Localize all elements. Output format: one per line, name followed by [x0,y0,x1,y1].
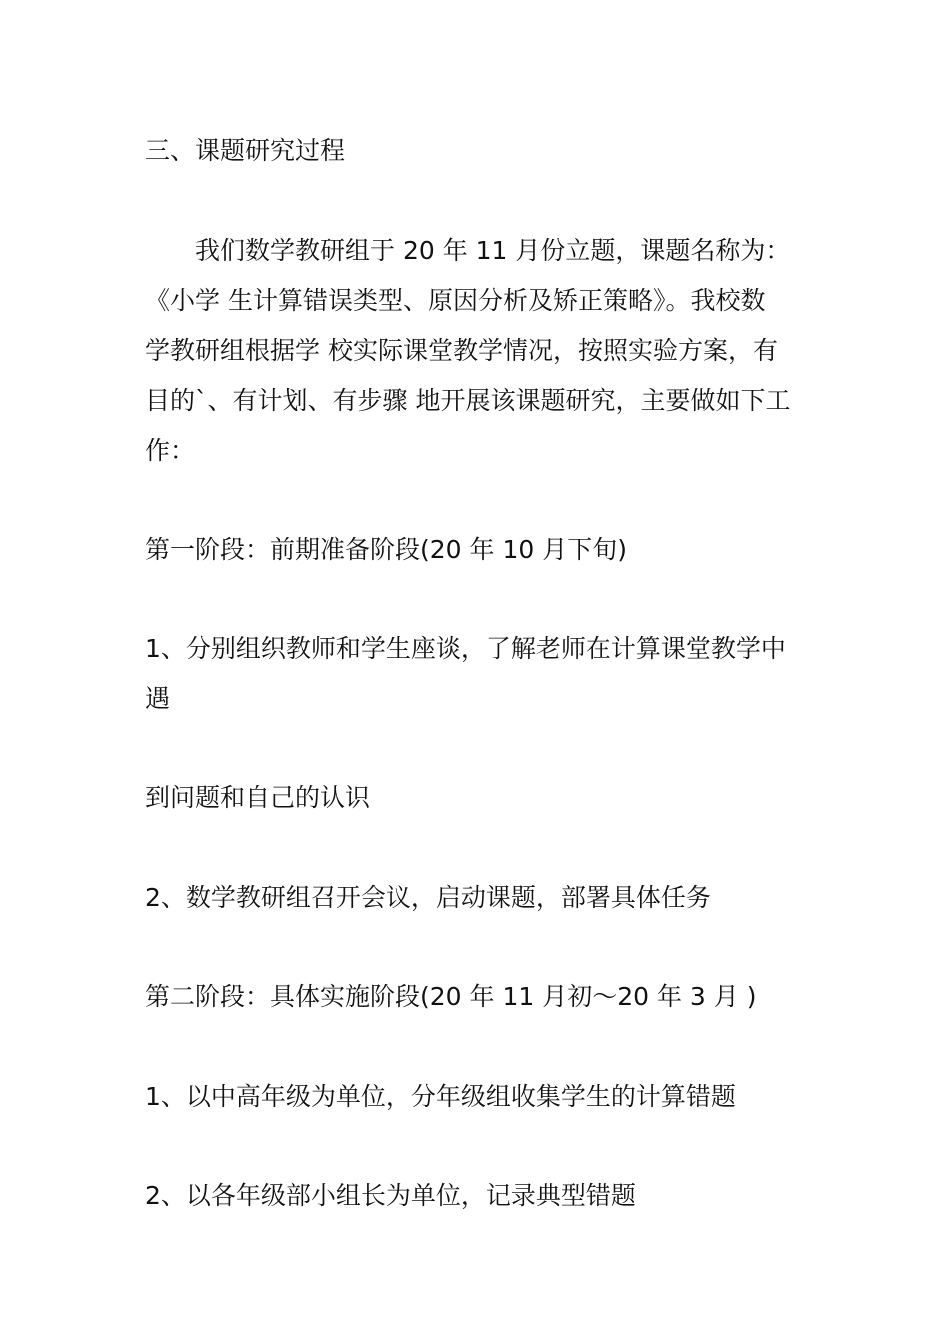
stage-one-title: 第一阶段：前期准备阶段(20 年 10 月下旬) [145,535,627,564]
stage-two-title: 第二阶段：具体实施阶段(20 年 11 月初～20 年 3 月 ) [145,982,757,1011]
intro-paragraph-line-4: 目的`、有计划、有步骤 地开展该课题研究，主要做如下工 [145,386,791,415]
section-heading: 三、课题研究过程 [145,136,346,165]
stage-one-item-1-continuation: 到问题和自己的认识 [145,783,371,812]
intro-paragraph-line-1: 我们数学教研组于 20 年 11 月份立题，课题名称为： [195,236,791,265]
intro-paragraph-line-3: 学教研组根据学 校实际课堂教学情况，按照实验方案，有 [145,336,778,365]
stage-one-item-1-line-2: 遇 [145,684,171,713]
stage-two-item-2: 2、以各年级部小组长为单位，记录典型错题 [145,1181,636,1210]
stage-two-item-1: 1、以中高年级为单位，分年级组收集学生的计算错题 [145,1082,736,1111]
stage-one-item-1-line-1: 1、分别组织教师和学生座谈，了解老师在计算课堂教学中 [145,634,786,663]
stage-one-item-2: 2、数学教研组召开会议，启动课题，部署具体任务 [145,883,711,912]
intro-paragraph-line-5: 作： [145,436,196,465]
intro-paragraph-line-2: 《小学 生计算错误类型、原因分析及矫正策略》。我校数 [145,286,766,315]
